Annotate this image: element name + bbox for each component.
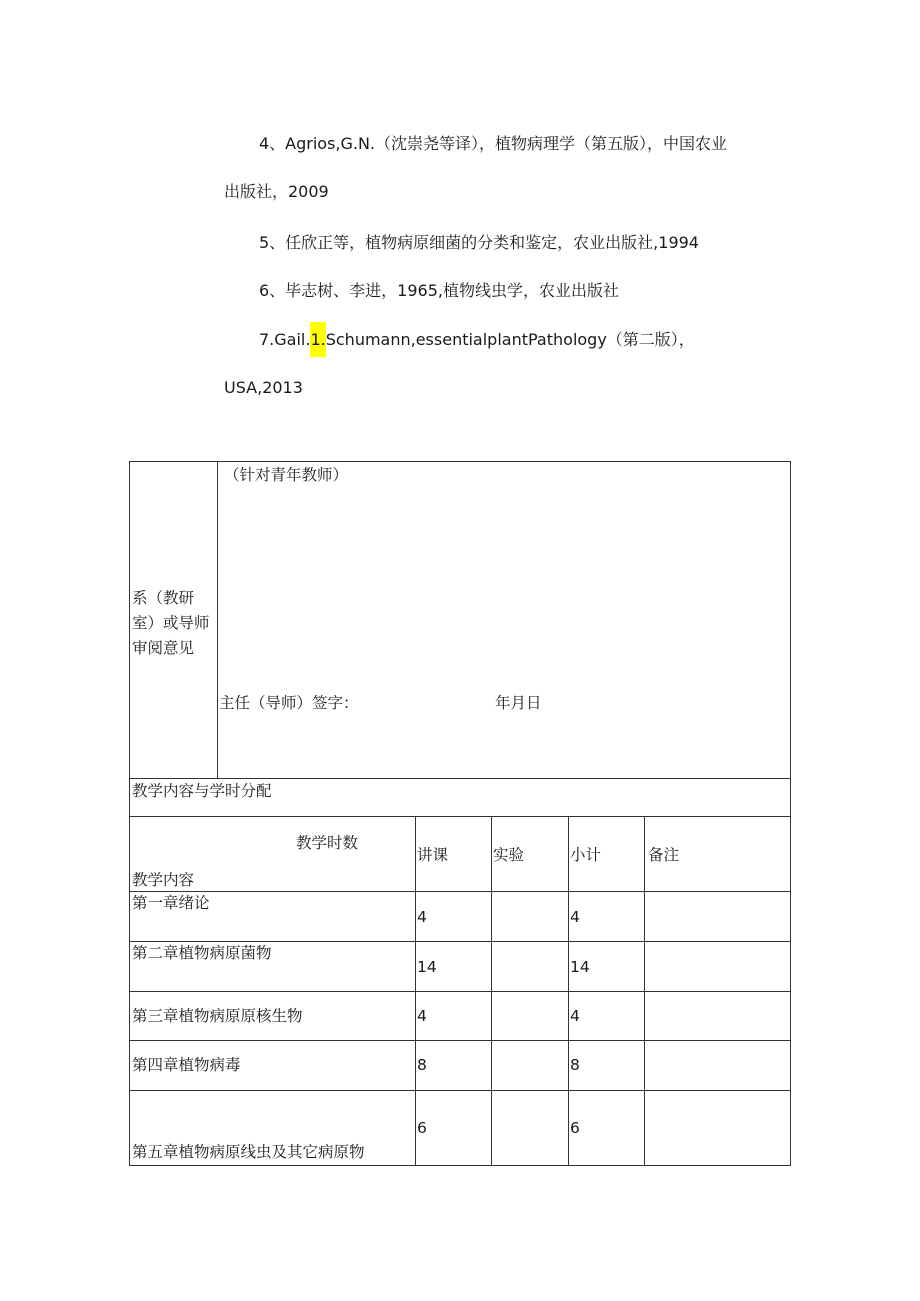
table-row-chapter [129, 941, 416, 992]
subtotal-cell [568, 991, 645, 1041]
review-note: （针对青年教师） [224, 466, 349, 484]
review-label-line3: 审阅意见 [132, 639, 195, 657]
reference-7-line2: USA,2013 [224, 378, 303, 397]
chapter-name: 第二章植物病原菌物 [132, 944, 272, 962]
header-subtotal-cell [568, 816, 645, 892]
lab-hours-cell [491, 1090, 569, 1166]
lecture-hours: 14 [417, 958, 437, 976]
subtotal-cell [568, 941, 645, 992]
subtotal-hours: 4 [570, 1007, 580, 1025]
lecture-hours-cell [415, 941, 492, 992]
subtotal-hours: 8 [570, 1056, 580, 1074]
header-subtotal: 小计 [570, 846, 602, 864]
notes-cell [644, 891, 791, 942]
subtotal-hours: 6 [570, 1119, 580, 1137]
lecture-hours-cell [415, 991, 492, 1041]
reference-7-line1 [259, 330, 695, 350]
subtotal-hours: 14 [570, 958, 590, 976]
course-table [129, 461, 791, 1166]
notes-cell [644, 991, 791, 1041]
header-lab-cell [491, 816, 569, 892]
corner-hours-label: 教学时数 [296, 834, 359, 852]
lecture-hours-cell [415, 891, 492, 942]
chapter-name: 第三章植物病原原核生物 [132, 1007, 303, 1025]
header-lab: 实验 [493, 846, 525, 864]
header-lecture-cell [415, 816, 492, 892]
lecture-hours: 6 [417, 1119, 427, 1137]
review-label-cell [129, 461, 218, 779]
reference-5: 5、任欣正等，植物病原细菌的分类和鉴定，农业出版社,1994 [259, 233, 699, 252]
lecture-hours-cell [415, 1040, 492, 1091]
chapter-name: 第四章植物病毒 [132, 1056, 241, 1074]
lecture-hours: 4 [417, 1007, 427, 1025]
chapter-name: 第一章绪论 [132, 894, 210, 912]
lab-hours-cell [491, 991, 569, 1041]
notes-cell [644, 941, 791, 992]
notes-cell [644, 1040, 791, 1091]
highlighted-text: 1. [310, 322, 325, 357]
signature-label: 主任（导师）签字： [219, 694, 359, 712]
reference-6: 6、毕志树、李进，1965,植物线虫学，农业出版社 [259, 281, 619, 300]
corner-header-cell [129, 816, 416, 892]
header-notes: 备注 [648, 846, 680, 864]
review-content-cell [217, 461, 791, 779]
lab-hours-cell [491, 891, 569, 942]
reference-4-line1: 4、Agrios,G.N.（沈崇尧等译），植物病理学（第五版），中国农业 [259, 134, 728, 153]
date-label: 年月日 [495, 694, 542, 712]
lecture-hours-cell [415, 1090, 492, 1166]
header-lecture: 讲课 [417, 846, 449, 864]
subtotal-hours: 4 [570, 908, 580, 926]
lab-hours-cell [491, 1040, 569, 1091]
reference-7-suffix: Schumann,essentialplantPathology（第二版）， [325, 330, 695, 349]
table-row-chapter [129, 991, 416, 1041]
table-row-chapter [129, 1040, 416, 1091]
subtotal-cell [568, 1040, 645, 1091]
chapter-name: 第五章植物病原线虫及其它病原物 [132, 1143, 365, 1161]
lecture-hours: 8 [417, 1056, 427, 1074]
table-row-chapter [129, 1090, 416, 1166]
notes-cell [644, 1090, 791, 1166]
review-label-line1: 系（教研 [132, 589, 195, 607]
schedule-title-cell [129, 778, 791, 817]
schedule-title: 教学内容与学时分配 [132, 782, 272, 800]
reference-7-prefix: 7.Gail. [259, 330, 311, 349]
subtotal-cell [568, 891, 645, 942]
subtotal-cell [568, 1090, 645, 1166]
table-row-chapter [129, 891, 416, 942]
review-label-line2: 室）或导师 [132, 614, 210, 632]
corner-content-label: 教学内容 [132, 871, 195, 889]
reference-4-line2: 出版社，2009 [224, 182, 329, 201]
header-notes-cell [644, 816, 791, 892]
lab-hours-cell [491, 941, 569, 992]
lecture-hours: 4 [417, 908, 427, 926]
